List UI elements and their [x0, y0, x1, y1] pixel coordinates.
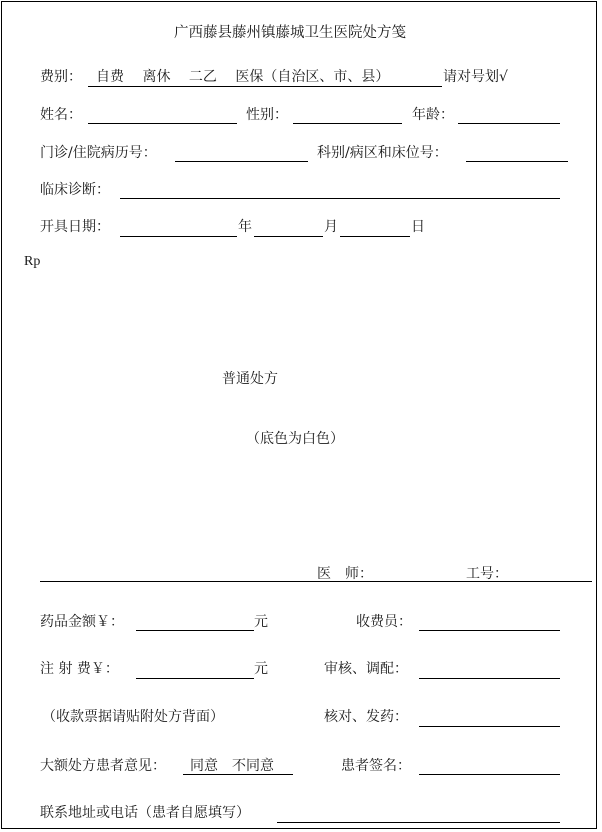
injection-fee-field[interactable] [136, 678, 254, 679]
injection-fee-unit: 元 [254, 661, 268, 677]
consent-options[interactable]: 同意 不同意 [190, 758, 274, 774]
patient-signature-label: 患者签名： [341, 758, 411, 774]
staff-id-label: 工号： [466, 566, 508, 582]
patient-signature-field[interactable] [419, 774, 560, 775]
consent-label: 大额处方患者意见： [40, 758, 166, 774]
drug-amount-unit: 元 [254, 614, 268, 630]
age-field[interactable] [458, 123, 560, 124]
month-field[interactable] [254, 236, 323, 237]
fee-type-instruction: 请对号划√ [443, 69, 508, 85]
drug-amount-label: 药品金额￥： [40, 614, 124, 630]
contact-label: 联系地址或电话（患者自愿填写） [40, 805, 250, 821]
cashier-field[interactable] [419, 630, 560, 631]
name-label: 姓名： [40, 107, 82, 123]
name-field[interactable] [88, 123, 237, 124]
diagnosis-label: 临床诊断： [40, 182, 110, 198]
contact-field[interactable] [277, 822, 560, 823]
fee-type-options[interactable]: 自费 离休 二乙 医保（自治区、市、县） [96, 69, 390, 85]
background-color-note: （底色为白色） [246, 431, 344, 447]
age-label: 年龄： [412, 107, 454, 123]
review-dispense-label: 审核、调配： [324, 661, 408, 677]
fee-type-underline [88, 86, 442, 87]
record-number-field[interactable] [175, 161, 308, 162]
month-label: 月 [324, 219, 338, 235]
dept-bed-label: 科别/病区和床位号： [317, 145, 448, 161]
check-dispense-label: 核对、发药： [324, 709, 408, 725]
prescription-type-label: 普通处方 [222, 371, 278, 387]
diagnosis-field[interactable] [120, 198, 560, 199]
year-field[interactable] [120, 236, 237, 237]
fee-type-label: 费别： [40, 69, 82, 85]
consent-underline [183, 774, 293, 775]
rx-symbol: Rp [24, 254, 41, 269]
day-label: 日 [411, 219, 425, 235]
gender-label: 性别： [246, 107, 288, 123]
year-label: 年 [238, 219, 252, 235]
doctor-label: 医 师： [317, 566, 373, 582]
receipt-note: （收款票据请贴附处方背面） [42, 709, 224, 725]
doctor-signature-line [40, 581, 592, 582]
drug-amount-field[interactable] [136, 630, 254, 631]
injection-fee-label: 注 射 费￥： [40, 661, 119, 677]
check-dispense-field[interactable] [419, 726, 560, 727]
review-dispense-field[interactable] [419, 678, 560, 679]
prescription-form-border [1, 1, 597, 829]
day-field[interactable] [340, 236, 410, 237]
cashier-label: 收费员： [356, 614, 412, 630]
date-label: 开具日期： [40, 219, 110, 235]
form-title: 广西藤县藤州镇藤城卫生医院处方笺 [174, 25, 406, 41]
dept-bed-field[interactable] [466, 161, 568, 162]
gender-field[interactable] [293, 123, 402, 124]
record-number-label: 门诊/住院病历号： [40, 145, 157, 161]
